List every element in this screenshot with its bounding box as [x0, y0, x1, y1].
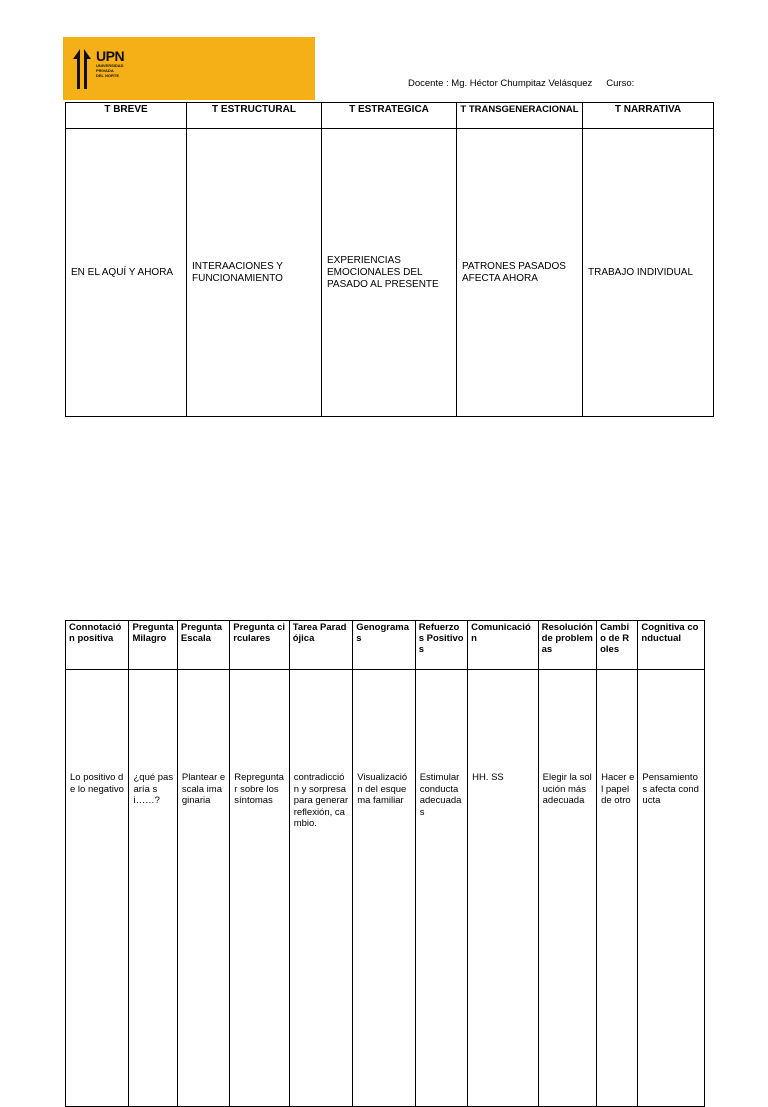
header-cell: Comunicación — [468, 621, 539, 670]
upn-torch-icon — [71, 47, 93, 89]
header-info — [408, 78, 634, 89]
logo-subtitle-2: PRIVADA — [96, 68, 114, 73]
table-cell: Lo positivo de lo negativo — [66, 670, 129, 1107]
header-cell: Pregunta Escala — [177, 621, 229, 670]
header-cell: Connotación positiva — [66, 621, 129, 670]
header-cell: T NARRATIVA — [583, 103, 714, 129]
logo-title: UPN — [96, 48, 125, 64]
header-cell: Pregunta Milagro — [129, 621, 177, 670]
table-cell: PATRONES PASADOS AFECTA AHORA — [457, 129, 583, 417]
curso-label: Curso: — [606, 78, 635, 89]
table-cell: EN EL AQUÍ Y AHORA — [66, 129, 187, 417]
table-cell: Repreguntar sobre los síntomas — [230, 670, 289, 1107]
docente-label: Docente : Mg. Héctor Chumpitaz Velásquez — [408, 78, 593, 89]
header-cell: Refuerzos Positivos — [415, 621, 467, 670]
techniques-table — [65, 620, 705, 1107]
logo-subtitle-1: UNIVERSIDAD — [96, 63, 124, 68]
header-cell: Resolución de problemas — [538, 621, 596, 670]
header-cell: Tarea Paradójica — [289, 621, 352, 670]
header-cell: T BREVE — [66, 103, 187, 129]
header-cell: Cognitiva conductual — [638, 621, 705, 670]
upn-logo — [63, 37, 315, 100]
table-cell: Estimular conducta adecuadas — [415, 670, 467, 1107]
table-header-row — [66, 621, 705, 670]
logo-subtitle-3: DEL NORTE — [96, 73, 120, 78]
table-cell: TRABAJO INDIVIDUAL — [583, 129, 714, 417]
table-cell: ¿qué pasaría si……? — [129, 670, 177, 1107]
therapy-types-table — [65, 102, 714, 417]
table-cell: Plantear escala imaginaria — [177, 670, 229, 1107]
header-cell: Pregunta circulares — [230, 621, 289, 670]
header-cell: T TRANSGENERACIONAL — [457, 103, 583, 129]
table-cell: HH. SS — [468, 670, 539, 1107]
table-header-row — [66, 103, 714, 129]
header-cell: Genogramas — [353, 621, 415, 670]
table-cell: contradicción y sorpresa para generar reflexión, cambio. — [289, 670, 352, 1107]
table-cell: Visualización del esquema familiar — [353, 670, 415, 1107]
table-row — [66, 670, 705, 1107]
header-cell: T ESTRUCTURAL — [187, 103, 322, 129]
table-cell: INTERAACIONES Y FUNCIONAMIENTO — [187, 129, 322, 417]
table-cell: Pensamientos afecta conducta — [638, 670, 705, 1107]
header-cell: Cambio de Roles — [597, 621, 638, 670]
table-cell: Hacer el papel de otro — [597, 670, 638, 1107]
table-row — [66, 129, 714, 417]
header-cell: T ESTRATEGICA — [322, 103, 457, 129]
table-cell: Elegir la solución más adecuada — [538, 670, 596, 1107]
table-cell: EXPERIENCIAS EMOCIONALES DEL PASADO AL PRESENTE — [322, 129, 457, 417]
